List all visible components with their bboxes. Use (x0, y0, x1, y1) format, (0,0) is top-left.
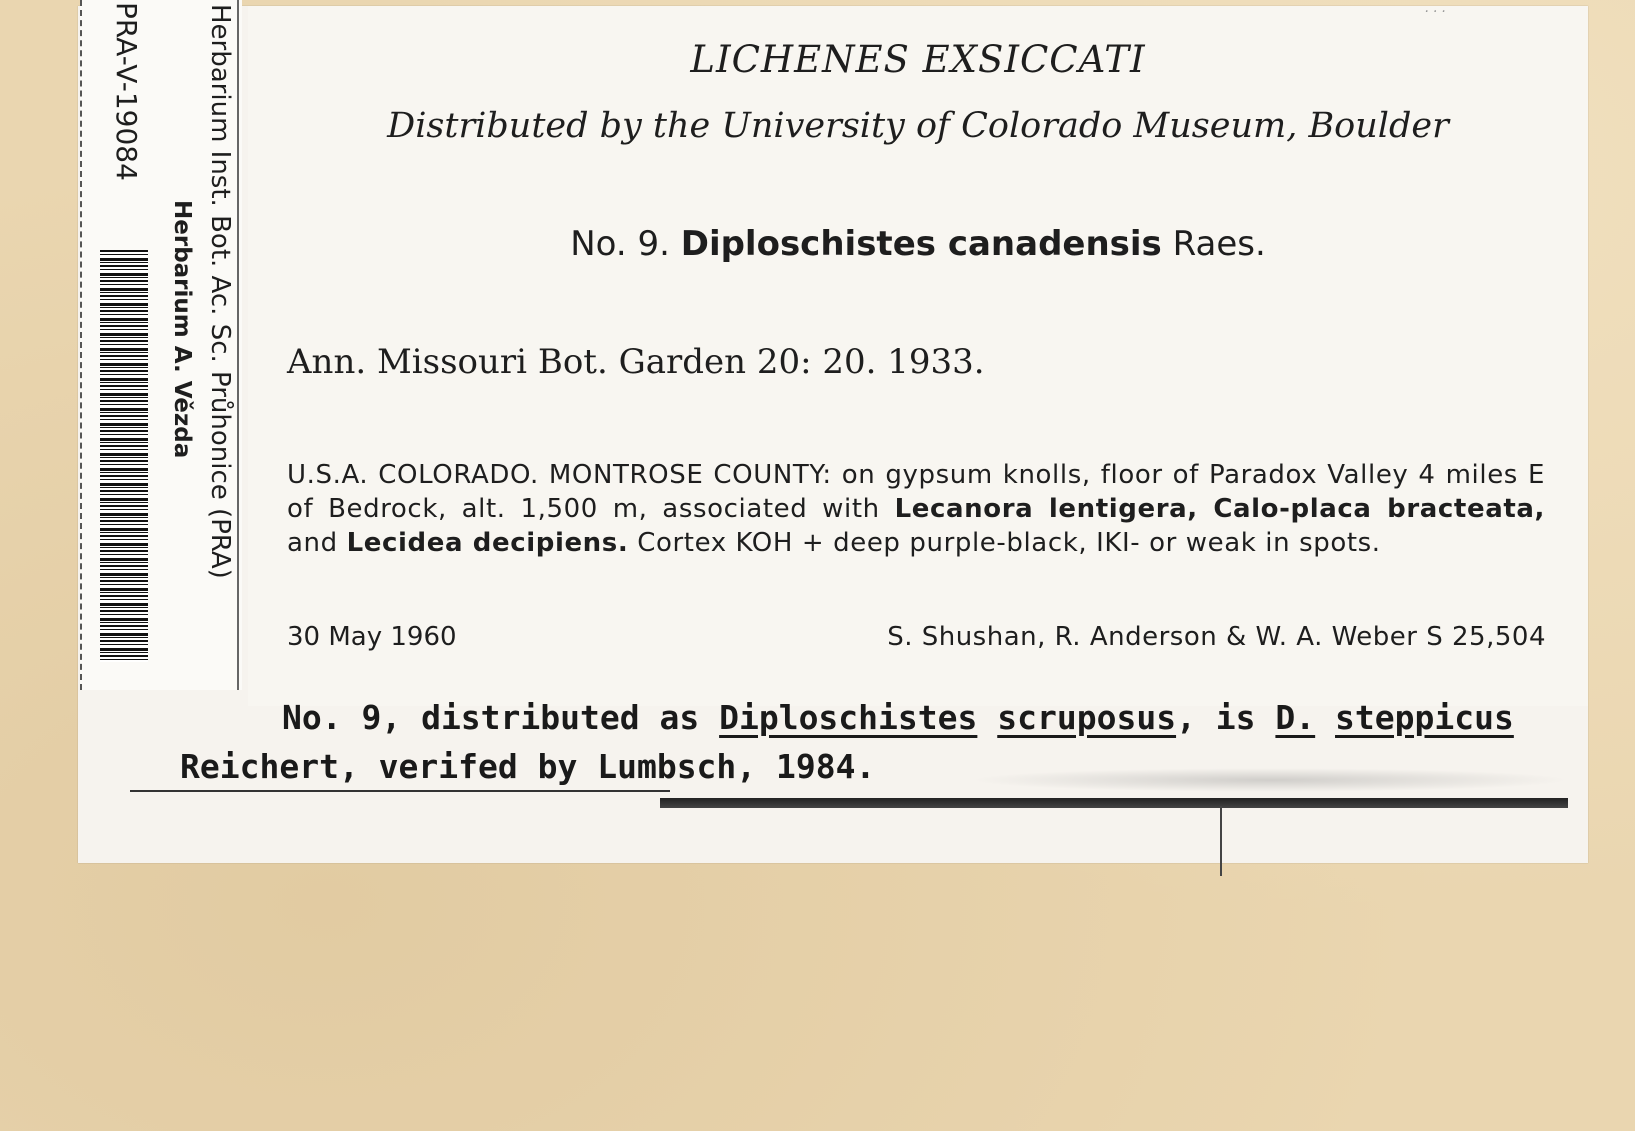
associated-species-2: Lecidea decipiens. (346, 528, 629, 558)
herbarium-institute: Herbarium Inst. Bot. Ac. Sc. Průhonice (PRA) (205, 4, 235, 579)
locality-text: U.S.A. COLORADO. MONTROSE COUNTY: on gypsum knolls, floor of Paradox Valley 4 miles E of Bedrock, alt. 1,500 m, associated with Lecanora lentigera, Calo-placa bracteata, and Lecidea decipiens. Cortex KOH + deep purple-black, IKI- or weak in spots. (287, 460, 1545, 558)
associated-species-1: Lecanora lentigera, Calo-placa bracteata, (894, 494, 1545, 524)
specimen-number: No. 9. (570, 224, 670, 264)
divider-line (130, 790, 670, 792)
collection-date: 30 May 1960 (287, 622, 457, 652)
annotation-line-2: Reichert, verifed by Lumbsch, 1984. (180, 747, 876, 786)
determination-annotation (180, 693, 1570, 791)
species-heading (248, 224, 1588, 264)
collectors: S. Shushan, R. Anderson & W. A. Weber S 25,504 (887, 622, 1546, 652)
corner-mark: ... (1425, 0, 1451, 16)
label-fold (1220, 806, 1222, 876)
barcode (100, 250, 148, 662)
species-name: Diploschistes canadensis (680, 224, 1162, 264)
literature-citation: Ann. Missouri Bot. Garden 20: 20. 1933. (287, 342, 985, 382)
species-author: Raes. (1172, 224, 1266, 264)
herbarium-collection: Herbarium A. Vězda (169, 200, 195, 459)
label-edge-shadow (660, 798, 1568, 808)
strip-edge (237, 0, 239, 690)
specimen-code: PRA-V-19084 (110, 2, 143, 181)
annotation-line-1: No. 9, distributed as Diploschistes scruposus, is D. steppicus (282, 698, 1514, 737)
distributor-line: Distributed by the University of Colorado Museum, Boulder (387, 106, 1449, 146)
series-title: LICHENES EXSICCATI (690, 38, 1146, 81)
